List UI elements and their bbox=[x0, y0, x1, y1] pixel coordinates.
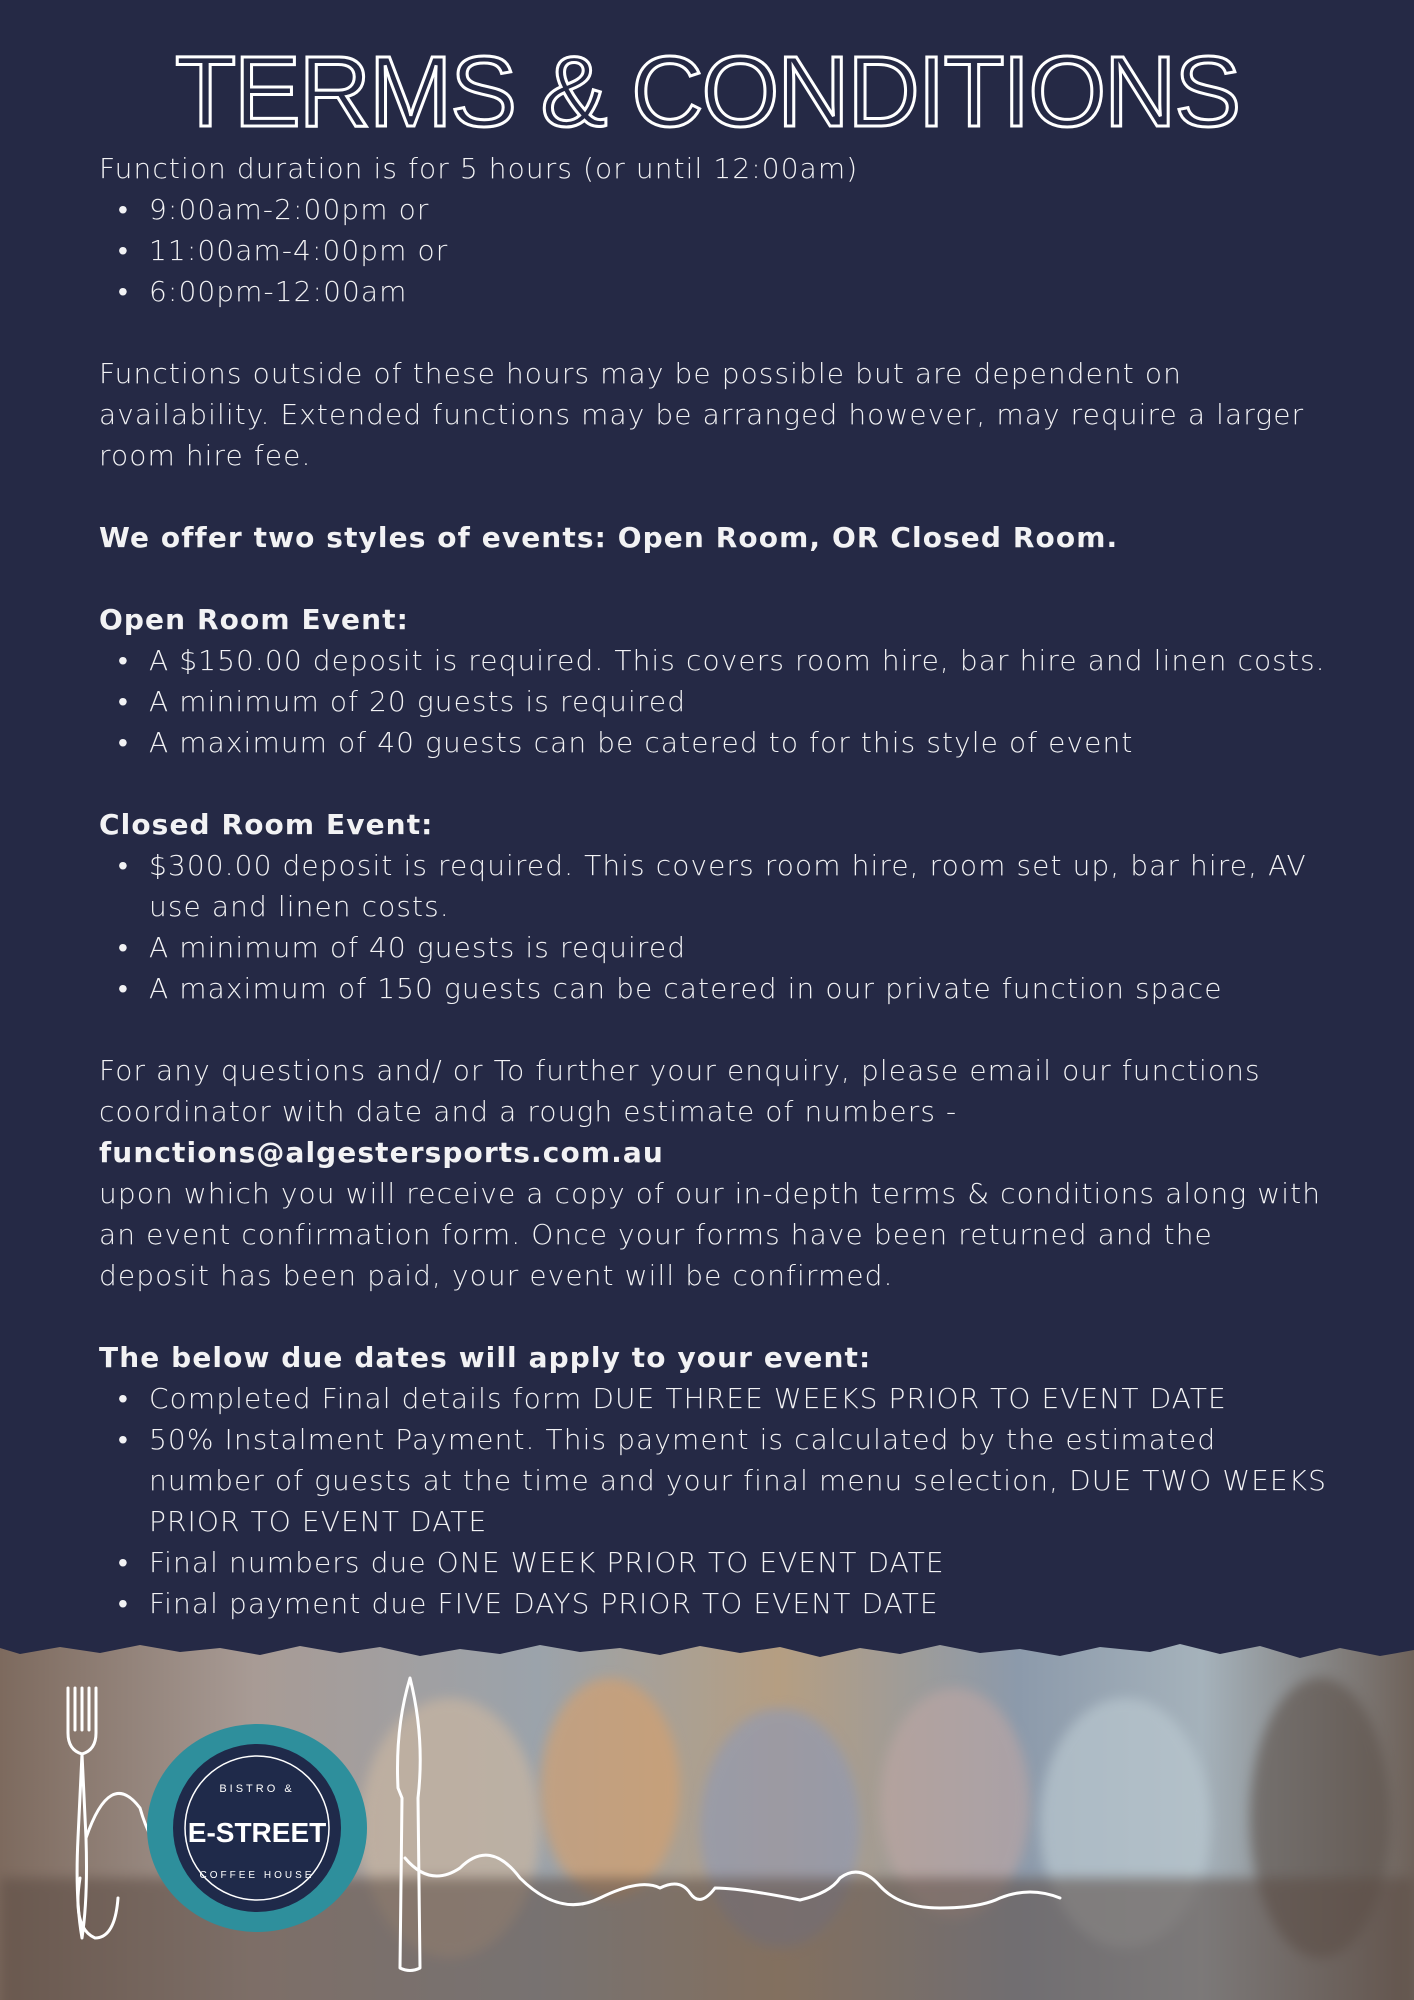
duration-intro: Function duration is for 5 hours (or until 12:00am) bbox=[99, 152, 859, 185]
list-item: • 6:00pm-12:00am bbox=[149, 271, 1329, 312]
list-item: • A minimum of 20 guests is required bbox=[149, 681, 1329, 722]
closed-room-heading: Closed Room Event: bbox=[99, 808, 434, 841]
list-item: • 9:00am-2:00pm or bbox=[149, 189, 1329, 230]
enquiry-text: For any questions and/ or To further your enquiry, please email our functions coordinator with date and a rough estimate of numbers - bbox=[99, 1054, 1261, 1128]
open-room-heading: Open Room Event: bbox=[99, 603, 409, 636]
open-room-list bbox=[99, 640, 1329, 763]
logo-name-text: E-STREET bbox=[187, 1817, 327, 1848]
e-street-logo bbox=[142, 1718, 372, 1938]
list-item: • 50% Instalment Payment. This payment is calculated by the estimated number of guests at the time and your final menu selection, DUE TWO WEEKS PRIOR TO EVENT DATE bbox=[149, 1419, 1329, 1542]
logo-top-text: BISTRO & bbox=[219, 1783, 295, 1795]
logo-bottom-text: COFFEE HOUSE bbox=[199, 1870, 315, 1881]
fork-icon bbox=[68, 1688, 96, 1938]
due-dates-heading: The below due dates will apply to your event: bbox=[99, 1341, 872, 1374]
list-item: • A $150.00 deposit is required. This covers room hire, bar hire and linen costs. bbox=[149, 640, 1329, 681]
list-item: • $300.00 deposit is required. This covers room hire, room set up, bar hire, AV use and linen costs. bbox=[149, 845, 1329, 927]
footer-photo bbox=[0, 1638, 1414, 2000]
list-item: • Final numbers due ONE WEEK PRIOR TO EVENT DATE bbox=[149, 1542, 1329, 1583]
knife-icon bbox=[398, 1678, 421, 1971]
list-item: • A maximum of 40 guests can be catered to for this style of event bbox=[149, 722, 1329, 763]
list-item: • Completed Final details form DUE THREE WEEKS PRIOR TO EVENT DATE bbox=[149, 1378, 1329, 1419]
outside-hours-text: Functions outside of these hours may be possible but are dependent on availability. Extended functions may be arranged however, may require a larger room hire fee. bbox=[99, 357, 1305, 472]
due-dates-list bbox=[99, 1378, 1329, 1624]
terms-content bbox=[99, 148, 1329, 1624]
duration-slots bbox=[99, 189, 1329, 312]
functions-email-link[interactable]: functions@algestersports.com.au bbox=[99, 1136, 664, 1169]
styles-heading: We offer two styles of events: Open Room, OR Closed Room. bbox=[99, 521, 1119, 554]
list-item: • A maximum of 150 guests can be catered in our private function space bbox=[149, 968, 1329, 1009]
enquiry-after-text: upon which you will receive a copy of our in-depth terms & conditions along with an event confirmation form. Once your forms have been returned and the deposit has been paid, your event will be confirmed. bbox=[99, 1177, 1322, 1292]
list-item: • 11:00am-4:00pm or bbox=[149, 230, 1329, 271]
list-item: • A minimum of 40 guests is required bbox=[149, 927, 1329, 968]
list-item: • Final payment due FIVE DAYS PRIOR TO EVENT DATE bbox=[149, 1583, 1329, 1624]
closed-room-list bbox=[99, 845, 1329, 1009]
page-title: TERMS & CONDITIONS bbox=[174, 36, 1240, 148]
